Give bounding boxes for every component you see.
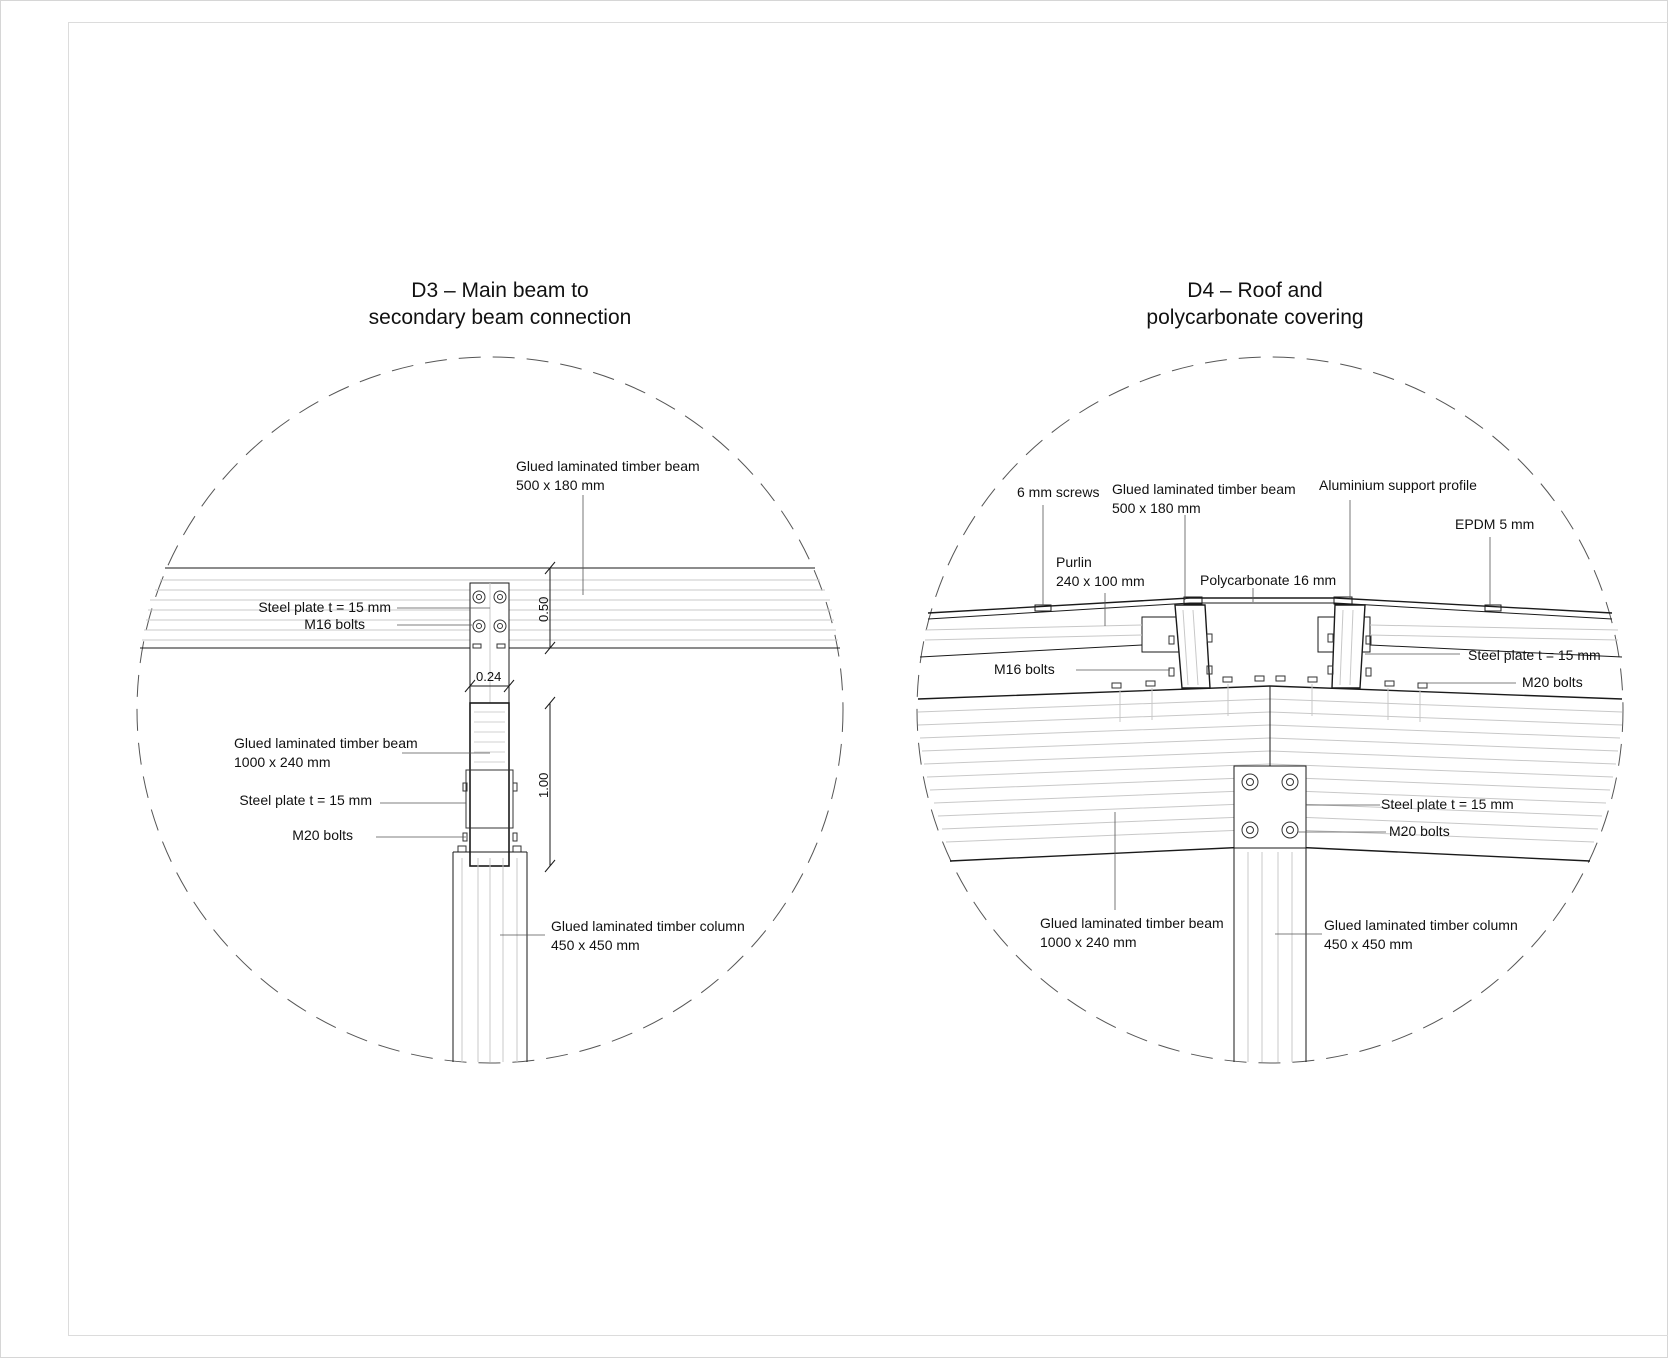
d4-polycarbonate-covering (928, 598, 1612, 619)
detail-d4 (917, 279, 1623, 1063)
d3-label-steel-plate-lower: Steel plate t = 15 mm (239, 792, 372, 808)
d3-steel-plate-upper (470, 583, 509, 703)
d3-title-line1: D3 – Main beam to (411, 279, 589, 302)
d4-label-steel-plate-center: Steel plate t = 15 mm (1381, 796, 1514, 812)
detail-d3 (137, 279, 843, 1063)
d3-label-main-beam-2: 1000 x 240 mm (234, 754, 331, 770)
d4-label-steel-plate-right: Steel plate t = 15 mm (1468, 647, 1601, 663)
d3-label-m20-bolts: M20 bolts (292, 827, 353, 843)
d4-label-m16-bolts: M16 bolts (994, 661, 1055, 677)
d3-dim-100-text: 1.00 (536, 772, 551, 798)
d4-label-screws: 6 mm screws (1017, 484, 1100, 500)
d3-label-secondary-beam-2: 500 x 180 mm (516, 477, 605, 493)
d4-label-secondary-beam-1: Glued laminated timber beam (1112, 481, 1296, 497)
d3-label-m16-bolts: M16 bolts (304, 616, 365, 632)
d4-label-epdm: EPDM 5 mm (1455, 516, 1535, 532)
d3-label-secondary-beam-1: Glued laminated timber beam (516, 458, 700, 474)
d3-dim-050-text: 0.50 (536, 596, 551, 622)
d4-label-main-beam-1: Glued laminated timber beam (1040, 915, 1224, 931)
d3-column (453, 852, 527, 1062)
page-border (1, 1, 1668, 1358)
d4-label-column-2: 450 x 450 mm (1324, 936, 1413, 952)
d4-label-alu-profile: Aluminium support profile (1319, 477, 1477, 493)
d4-title-line2: polycarbonate covering (1146, 306, 1364, 329)
d3-dim-024-text: 0.24 (476, 669, 502, 684)
d4-column (1234, 848, 1306, 1062)
d4-label-m20-bolts-center: M20 bolts (1389, 823, 1450, 839)
d3-label-column-2: 450 x 450 mm (551, 937, 640, 953)
d4-title-line1: D4 – Roof and (1187, 279, 1323, 302)
d3-label-main-beam-1: Glued laminated timber beam (234, 735, 418, 751)
d3-label-steel-plate-top: Steel plate t = 15 mm (258, 599, 391, 615)
d3-main-beam (458, 703, 521, 866)
d4-label-purlin-2: 240 x 100 mm (1056, 573, 1145, 589)
d3-label-column-1: Glued laminated timber column (551, 918, 745, 934)
d4-label-m20-bolts-right: M20 bolts (1522, 674, 1583, 690)
d3-title-line2: secondary beam connection (368, 306, 632, 329)
d4-label-column-1: Glued laminated timber column (1324, 917, 1518, 933)
d4-secondary-beam (1175, 605, 1365, 688)
d4-label-main-beam-2: 1000 x 240 mm (1040, 934, 1137, 950)
drawing-frame (69, 23, 1668, 1336)
d4-label-secondary-beam-2: 500 x 180 mm (1112, 500, 1201, 516)
d4-label-purlin-1: Purlin (1056, 554, 1092, 570)
d4-label-polycarbonate: Polycarbonate 16 mm (1200, 572, 1337, 588)
